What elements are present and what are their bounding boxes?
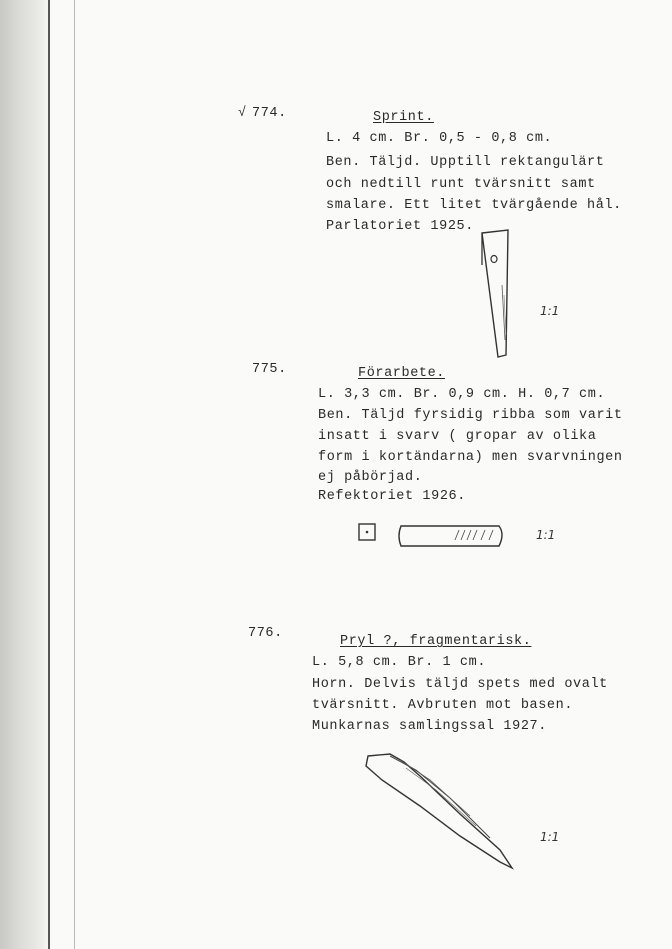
entry-number: 775. [252,362,287,377]
object-sketch-awl [470,225,530,365]
page-binding-shadow [0,0,52,949]
entry-line: L. 4 cm. Br. 0,5 - 0,8 cm. [326,131,553,146]
entry-line: L. 5,8 cm. Br. 1 cm. [312,655,487,670]
entry-line: insatt i svarv ( gropar av olika [318,429,597,444]
entry-line: Ben. Täljd. Upptill rektangulärt [326,155,605,170]
entry-line: ej påbörjad. [318,470,423,485]
entry-line: tvärsnitt. Avbruten mot basen. [312,698,574,713]
scale-label: 1:1 [540,304,560,318]
entry-number: 776. [248,626,283,641]
entry-number: 774. [252,106,287,121]
entry-line: L. 3,3 cm. Br. 0,9 cm. H. 0,7 cm. [318,387,606,402]
entry-title: Sprint. [373,110,434,125]
object-sketch-awl-fragment [360,750,530,880]
entry-line: Parlatoriet 1925. [326,219,474,234]
scale-label: 1:1 [540,830,560,844]
entry-line: Refektoriet 1926. [318,489,466,504]
page-edge-line [48,0,50,949]
page-margin-line [74,0,75,949]
entry-line: smalare. Ett litet tvärgående hål. [326,198,622,213]
object-sketch-rib [395,522,515,552]
entry-line: Munkarnas samlingssal 1927. [312,719,547,734]
entry-title: Pryl ?, fragmentarisk. [340,634,532,649]
entry-line: Horn. Delvis täljd spets med ovalt [312,677,608,692]
entry-line: form i kortändarna) men svarvningen [318,450,623,465]
object-sketch-cross-section [357,522,379,544]
check-mark: √ [238,106,247,121]
scale-label: 1:1 [536,528,556,542]
entry-line: och nedtill runt tvärsnitt samt [326,177,596,192]
entry-line: Ben. Täljd fyrsidig ribba som varit [318,408,623,423]
entry-title: Förarbete. [358,366,446,381]
